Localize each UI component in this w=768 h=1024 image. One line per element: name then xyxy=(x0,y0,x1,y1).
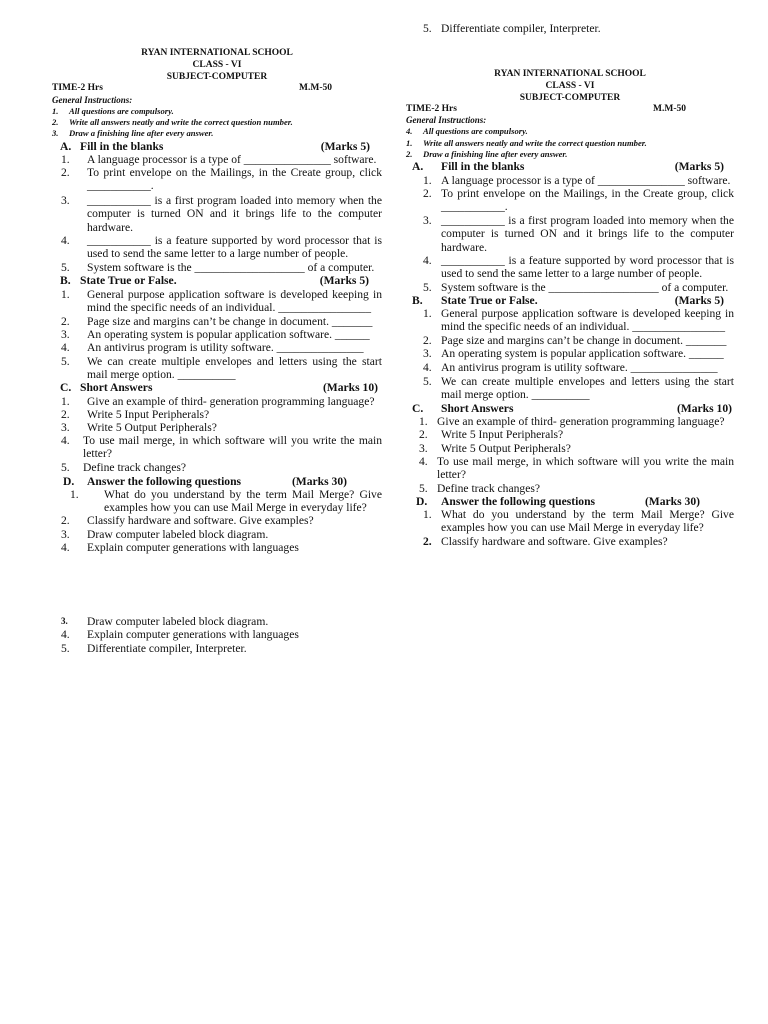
instruction-item: 1. All questions are compulsory. xyxy=(52,106,174,116)
question-item: 3. ___________ is a first program loaded into memory when the computer is turned ON and it brings life to the computer hardware. xyxy=(61,194,382,234)
question-item: 3. Draw computer labeled block diagram. xyxy=(61,528,269,541)
section-a-heading: A. Fill in the blanks (Marks 5) xyxy=(60,140,370,153)
question-item: 5. We can create multiple envelopes and letters using the start mail merge option. __________ xyxy=(423,375,734,402)
question-item: 1. General purpose application software is developed keeping in mind the specific needs of an individual. ________________ xyxy=(423,307,734,334)
question-item: 2. To print envelope on the Mailings, in the Create group, click ___________. xyxy=(61,166,382,193)
subject-label: SUBJECT-COMPUTER xyxy=(166,72,268,82)
school-name: RYAN INTERNATIONAL SCHOOL xyxy=(141,48,293,58)
question-item: 5. Define track changes? xyxy=(61,461,186,474)
question-item: 4. Explain computer generations with languages xyxy=(61,541,299,554)
class-label: CLASS - VI xyxy=(192,60,242,70)
instruction-item: 1. Write all answers neatly and write the correct question number. xyxy=(406,138,647,148)
time-label: TIME-2 Hrs xyxy=(52,83,103,93)
question-item: 2. Write 5 Input Peripherals? xyxy=(419,428,564,441)
question-item: 2. Page size and margins can’t be change in document. _______ xyxy=(61,315,373,328)
section-c-heading: C. Short Answers (Marks 10) xyxy=(60,381,378,394)
instruction-item: 4. All questions are compulsory. xyxy=(406,126,528,136)
question-item: 5. Differentiate compiler, Interpreter. xyxy=(423,22,601,35)
question-item: 2. Classify hardware and software. Give examples? xyxy=(61,514,314,527)
question-item: 1. A language processor is a type of _______________ software. xyxy=(61,153,377,166)
section-d-heading: D. Answer the following questions (Marks 30) xyxy=(416,495,700,508)
question-item: 3. An operating system is popular application software. ______ xyxy=(61,328,370,341)
max-marks-label: M.M-50 xyxy=(653,104,686,114)
instructions-title: General Instructions: xyxy=(52,95,133,105)
instruction-item: 3. Draw a finishing line after every answer. xyxy=(52,128,214,138)
class-label: CLASS - VI xyxy=(545,81,595,91)
max-marks-label: M.M-50 xyxy=(299,83,332,93)
question-item: 3. An operating system is popular application software. ______ xyxy=(423,347,724,360)
question-item: 1. General purpose application software is developed keeping in mind the specific needs of an individual. ________________ xyxy=(61,288,382,315)
question-item: 3. ___________ is a first program loaded into memory when the computer is turned ON and it brings life to the computer hardware. xyxy=(423,214,734,254)
question-item: 2. To print envelope on the Mailings, in the Create group, click ___________. xyxy=(423,187,734,214)
question-item: 3. Draw computer labeled block diagram. xyxy=(61,615,269,628)
question-item: 4. To use mail merge, in which software will you write the main letter? xyxy=(419,455,734,482)
instruction-item: 2. Draw a finishing line after every answer. xyxy=(406,149,568,159)
question-item: 4. To use mail merge, in which software will you write the main letter? xyxy=(61,434,382,461)
subject-label: SUBJECT-COMPUTER xyxy=(519,93,621,103)
question-item: 4. An antivirus program is utility software. _______________ xyxy=(423,361,718,374)
question-item: 1. A language processor is a type of _______________ software. xyxy=(423,174,731,187)
school-name: RYAN INTERNATIONAL SCHOOL xyxy=(494,69,646,79)
question-item: 5. System software is the ___________________ of a computer. xyxy=(423,281,729,294)
time-marks-row xyxy=(406,103,686,115)
question-item: 2. Write 5 Input Peripherals? xyxy=(61,408,210,421)
section-c-heading: C. Short Answers (Marks 10) xyxy=(412,402,732,415)
question-item: 2. Classify hardware and software. Give examples? xyxy=(423,535,668,548)
question-item: 1. Give an example of third- generation programming language? xyxy=(61,395,375,408)
question-item: 5. Differentiate compiler, Interpreter. xyxy=(61,642,247,655)
question-item: 4. ___________ is a feature supported by word processor that is used to send the same letter to a large number of people. xyxy=(423,254,734,281)
question-item: 5. Define track changes? xyxy=(419,482,540,495)
question-item: 4. ___________ is a feature supported by word processor that is used to send the same letter to a large number of people. xyxy=(61,234,382,261)
question-item: 5. We can create multiple envelopes and letters using the start mail merge option. __________ xyxy=(61,355,382,382)
question-item: 3. Write 5 Output Peripherals? xyxy=(61,421,217,434)
question-item: 1. Give an example of third- generation programming language? xyxy=(419,415,725,428)
instructions-title: General Instructions: xyxy=(406,115,487,125)
question-item: 2. Page size and margins can’t be change in document. _______ xyxy=(423,334,727,347)
section-d-heading: D. Answer the following questions (Marks 30) xyxy=(63,475,347,488)
section-a-heading: A. Fill in the blanks (Marks 5) xyxy=(412,160,724,173)
question-item: 1. What do you understand by the term Mail Merge? Give examples how you can use Mail Merge in everyday life? xyxy=(70,488,382,515)
instruction-item: 2. Write all answers neatly and write the correct question number. xyxy=(52,117,293,127)
section-b-heading: B. State True or False. (Marks 5) xyxy=(60,274,369,287)
time-marks-row xyxy=(52,82,332,94)
question-item: 4. An antivirus program is utility software. _______________ xyxy=(61,341,364,354)
question-item: 5. System software is the ___________________ of a computer. xyxy=(61,261,375,274)
section-b-heading: B. State True or False. (Marks 5) xyxy=(412,294,724,307)
question-item: 1. What do you understand by the term Mail Merge? Give examples how you can use Mail Merge in everyday life? xyxy=(423,508,734,535)
time-label: TIME-2 Hrs xyxy=(406,104,457,114)
question-item: 4. Explain computer generations with languages xyxy=(61,628,299,641)
question-item: 3. Write 5 Output Peripherals? xyxy=(419,442,571,455)
